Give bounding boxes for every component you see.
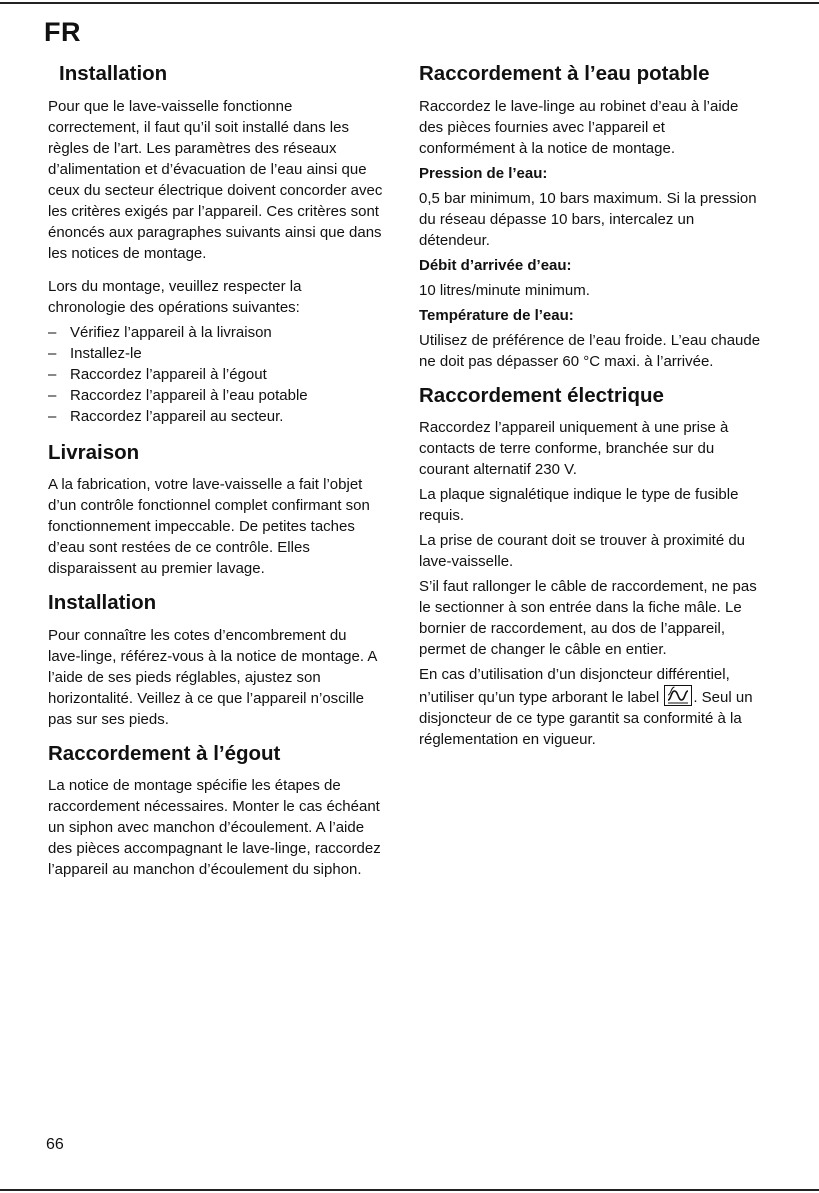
electrical-paragraph-2: La plaque signalétique indique le type de fusible requis. <box>419 486 739 525</box>
drain-connection-heading: Raccordement à l’égout <box>48 741 281 765</box>
water-pressure-paragraph: 0,5 bar minimum, 10 bars maximum. Si la pression du réseau dépasse 10 bars, intercalez un détendeur. <box>419 189 757 249</box>
installation-intro: Pour que le lave-vaisselle fonctionne correctement, il faut qu’il soit installé dans les règles de l’art. Les paramètres des réseaux d’alimentation et d’évacuation de l’eau ainsi que ceux du secteur électrique doivent concorder avec les critères exigés par l’appareil. Ces critères sont énoncés aux paragraphes suivants ainsi que dans les notices de montage. <box>48 97 383 262</box>
electrical-paragraph-3: La prise de courant doit se trouver à proximité du lave-vaisselle. <box>419 532 746 571</box>
drain-connection-paragraph: La notice de montage spécifie les étapes de raccordement nécessaires. Monter le cas échéant un siphon avec manchon d’écoulement. A l’aide des pièces accompagnant le lave-linge, raccordez l’appareil au manchon d’écoulement du siphon. <box>48 777 381 879</box>
electrical-paragraph-1: Raccordez l’appareil uniquement à une prise à contacts de terre conforme, branchée sur du courant alternatif 230 V. <box>419 419 729 479</box>
installation-heading: Installation <box>59 62 168 85</box>
water-pressure-heading: Pression de l’eau: <box>419 164 548 182</box>
installation-sequence-intro: Lors du montage, veuillez respecter la chronologie des opérations suivantes: <box>48 277 302 316</box>
residual-current-device-icon <box>664 685 692 706</box>
electrical-paragraph-5 <box>419 664 764 750</box>
bottom-rule <box>0 1189 819 1191</box>
water-connection-heading: Raccordement à l’eau potable <box>419 62 710 85</box>
page-number: 66 <box>46 1136 64 1153</box>
list-item: – Raccordez l’appareil à l’eau potable <box>48 385 383 406</box>
water-connection-paragraph: Raccordez le lave-linge au robinet d’eau à l’aide des pièces fournies avec l’appareil et conformément à la notice de montage. <box>419 97 739 157</box>
right-column <box>419 62 764 762</box>
installation-2-paragraph: Pour connaître les cotes d’encombrement du lave-linge, référez-vous à la notice de montage. A l’aide de ses pieds réglables, ajustez son horizontalité. Veillez à ce que l’appareil n’oscille pas sur ses pieds. <box>48 626 377 728</box>
water-flow-heading: Débit d’arrivée d’eau: <box>419 256 572 274</box>
top-rule <box>0 2 819 4</box>
delivery-heading: Livraison <box>48 440 140 464</box>
water-temperature-heading: Température de l’eau: <box>419 306 574 324</box>
electrical-connection-heading: Raccordement électrique <box>419 383 664 407</box>
water-flow-paragraph: 10 litres/minute minimum. <box>419 281 590 299</box>
electrical-paragraph-4: S’il faut rallonger le câble de raccordement, ne pas le sectionner à son entrée dans la fiche mâle. Le bornier de raccordement, au dos de l’appareil, permet de changer le câble en entier. <box>419 578 757 659</box>
list-item: – Installez-le <box>48 343 383 364</box>
language-label: FR <box>44 17 81 47</box>
installation-steps-list <box>48 322 383 427</box>
delivery-paragraph: A la fabrication, votre lave-vaisselle a fait l’objet d’un contrôle fonctionnel complet confirmant son fonctionnement impeccable. De petites taches d’eau sont restées de ce contrôle. Elles disparaissent au premier lavage. <box>48 476 370 578</box>
installation-2-heading: Installation <box>48 591 157 615</box>
electrical-paragraph-5-end: . Seul un disjoncteur de ce type garantit sa conformité à la réglementation en vigueur. <box>419 689 753 749</box>
list-item: – Vérifiez l’appareil à la livraison <box>48 322 383 343</box>
list-item: – Raccordez l’appareil à l’égout <box>48 364 383 385</box>
left-column <box>48 62 383 892</box>
list-item: – Raccordez l’appareil au secteur. <box>48 406 383 427</box>
electrical-paragraph-5-start: En cas d’utilisation d’un disjoncteur différentiel, n’utiliser qu’un type arborant le label <box>419 666 730 707</box>
water-temperature-paragraph: Utilisez de préférence de l’eau froide. L’eau chaude ne doit pas dépasser 60 °C maxi. à l’arrivée. <box>419 331 761 370</box>
